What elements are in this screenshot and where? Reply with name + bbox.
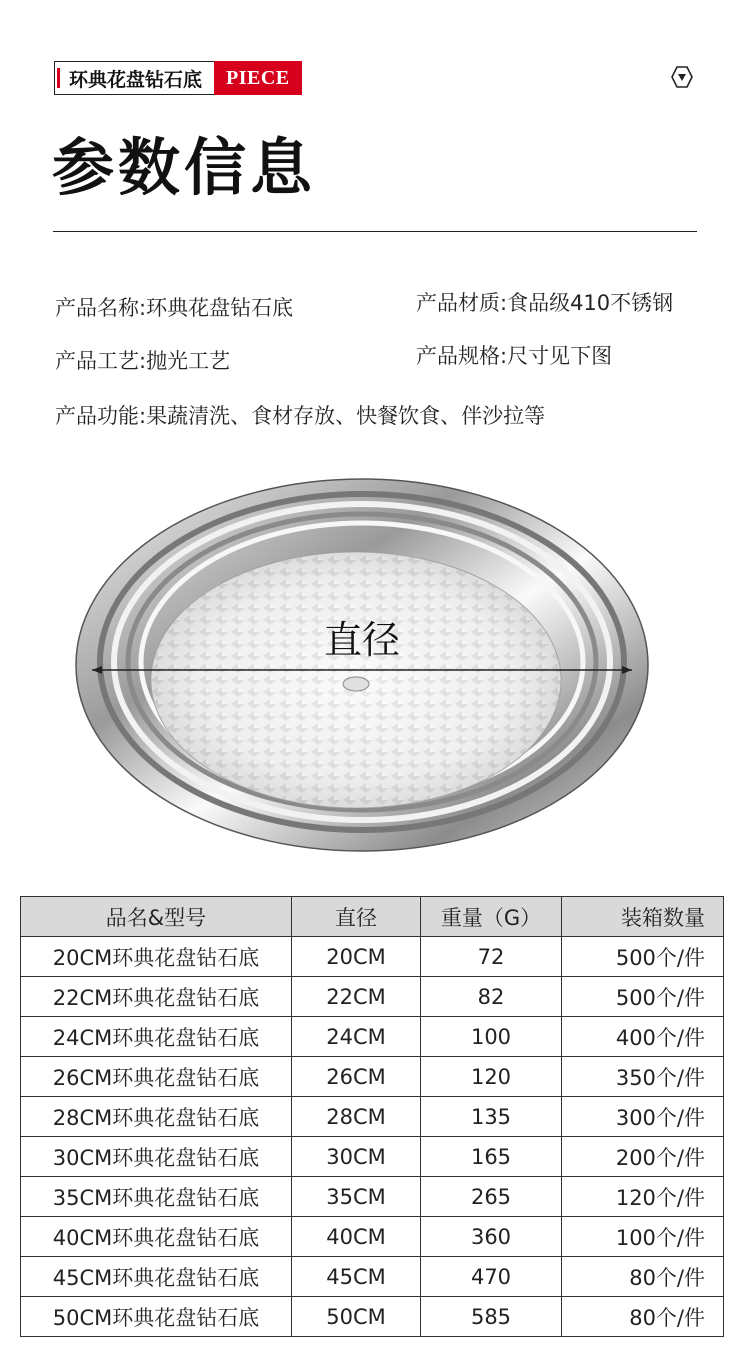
cell-weight: 100 bbox=[421, 1017, 562, 1057]
cell-packing: 500个/件 bbox=[562, 977, 724, 1017]
header-weight: 重量（G） bbox=[421, 897, 562, 937]
cell-diameter: 26CM bbox=[292, 1057, 421, 1097]
cell-weight: 585 bbox=[421, 1297, 562, 1337]
table-row bbox=[21, 1297, 724, 1337]
cell-model: 40CM环典花盘钻石底 bbox=[21, 1217, 292, 1257]
cell-weight: 72 bbox=[421, 937, 562, 977]
cell-diameter: 20CM bbox=[292, 937, 421, 977]
cell-model: 24CM环典花盘钻石底 bbox=[21, 1017, 292, 1057]
info-function: 产品功能:果蔬清洗、食材存放、快餐饮食、伴沙拉等 bbox=[55, 404, 546, 428]
table-row bbox=[21, 1097, 724, 1137]
info-product-name: 产品名称:环典花盘钻石底 bbox=[55, 296, 294, 320]
cell-packing: 120个/件 bbox=[562, 1177, 724, 1217]
title-divider bbox=[53, 231, 697, 232]
table-row bbox=[21, 1057, 724, 1097]
table-row bbox=[21, 1177, 724, 1217]
badge-product-name: 环典花盘钻石底 bbox=[54, 61, 214, 95]
page-title: 参数信息 bbox=[52, 131, 317, 204]
cell-packing: 80个/件 bbox=[562, 1297, 724, 1337]
cell-weight: 165 bbox=[421, 1137, 562, 1177]
cell-packing: 400个/件 bbox=[562, 1017, 724, 1057]
table-row bbox=[21, 937, 724, 977]
diameter-label: 直径 bbox=[323, 618, 401, 662]
cell-diameter: 22CM bbox=[292, 977, 421, 1017]
cell-packing: 350个/件 bbox=[562, 1057, 724, 1097]
plate-center-hole bbox=[343, 677, 369, 691]
cell-model: 26CM环典花盘钻石底 bbox=[21, 1057, 292, 1097]
cell-diameter: 24CM bbox=[292, 1017, 421, 1057]
cell-model: 28CM环典花盘钻石底 bbox=[21, 1097, 292, 1137]
header-diameter: 直径 bbox=[292, 897, 421, 937]
cell-diameter: 45CM bbox=[292, 1257, 421, 1297]
cell-packing: 200个/件 bbox=[562, 1137, 724, 1177]
cell-weight: 470 bbox=[421, 1257, 562, 1297]
table-row bbox=[21, 1257, 724, 1297]
cell-weight: 265 bbox=[421, 1177, 562, 1217]
header-model: 品名&型号 bbox=[21, 897, 292, 937]
cell-weight: 82 bbox=[421, 977, 562, 1017]
info-spec: 产品规格:尺寸见下图 bbox=[416, 344, 613, 368]
product-badge bbox=[54, 61, 302, 95]
cell-model: 20CM环典花盘钻石底 bbox=[21, 937, 292, 977]
spec-table bbox=[20, 896, 724, 1337]
cell-model: 45CM环典花盘钻石底 bbox=[21, 1257, 292, 1297]
cell-weight: 135 bbox=[421, 1097, 562, 1137]
cell-diameter: 30CM bbox=[292, 1137, 421, 1177]
info-material: 产品材质:食品级410不锈钢 bbox=[416, 291, 674, 315]
cell-weight: 120 bbox=[421, 1057, 562, 1097]
cell-diameter: 40CM bbox=[292, 1217, 421, 1257]
badge-piece-label: PIECE bbox=[214, 61, 302, 95]
cell-packing: 100个/件 bbox=[562, 1217, 724, 1257]
cell-diameter: 50CM bbox=[292, 1297, 421, 1337]
cell-diameter: 28CM bbox=[292, 1097, 421, 1137]
info-craft: 产品工艺:抛光工艺 bbox=[55, 349, 231, 373]
cell-packing: 500个/件 bbox=[562, 937, 724, 977]
cell-diameter: 35CM bbox=[292, 1177, 421, 1217]
table-header-row bbox=[21, 897, 724, 937]
table-row bbox=[21, 1137, 724, 1177]
cell-weight: 360 bbox=[421, 1217, 562, 1257]
header-packing: 装箱数量 bbox=[562, 897, 724, 937]
cell-model: 30CM环典花盘钻石底 bbox=[21, 1137, 292, 1177]
cell-packing: 80个/件 bbox=[562, 1257, 724, 1297]
table-row bbox=[21, 1217, 724, 1257]
cell-packing: 300个/件 bbox=[562, 1097, 724, 1137]
cell-model: 35CM环典花盘钻石底 bbox=[21, 1177, 292, 1217]
chevron-down-circle-icon[interactable] bbox=[670, 65, 694, 89]
table-row bbox=[21, 1017, 724, 1057]
cell-model: 22CM环典花盘钻石底 bbox=[21, 977, 292, 1017]
plate-diagram bbox=[70, 470, 660, 860]
cell-model: 50CM环典花盘钻石底 bbox=[21, 1297, 292, 1337]
table-row bbox=[21, 977, 724, 1017]
